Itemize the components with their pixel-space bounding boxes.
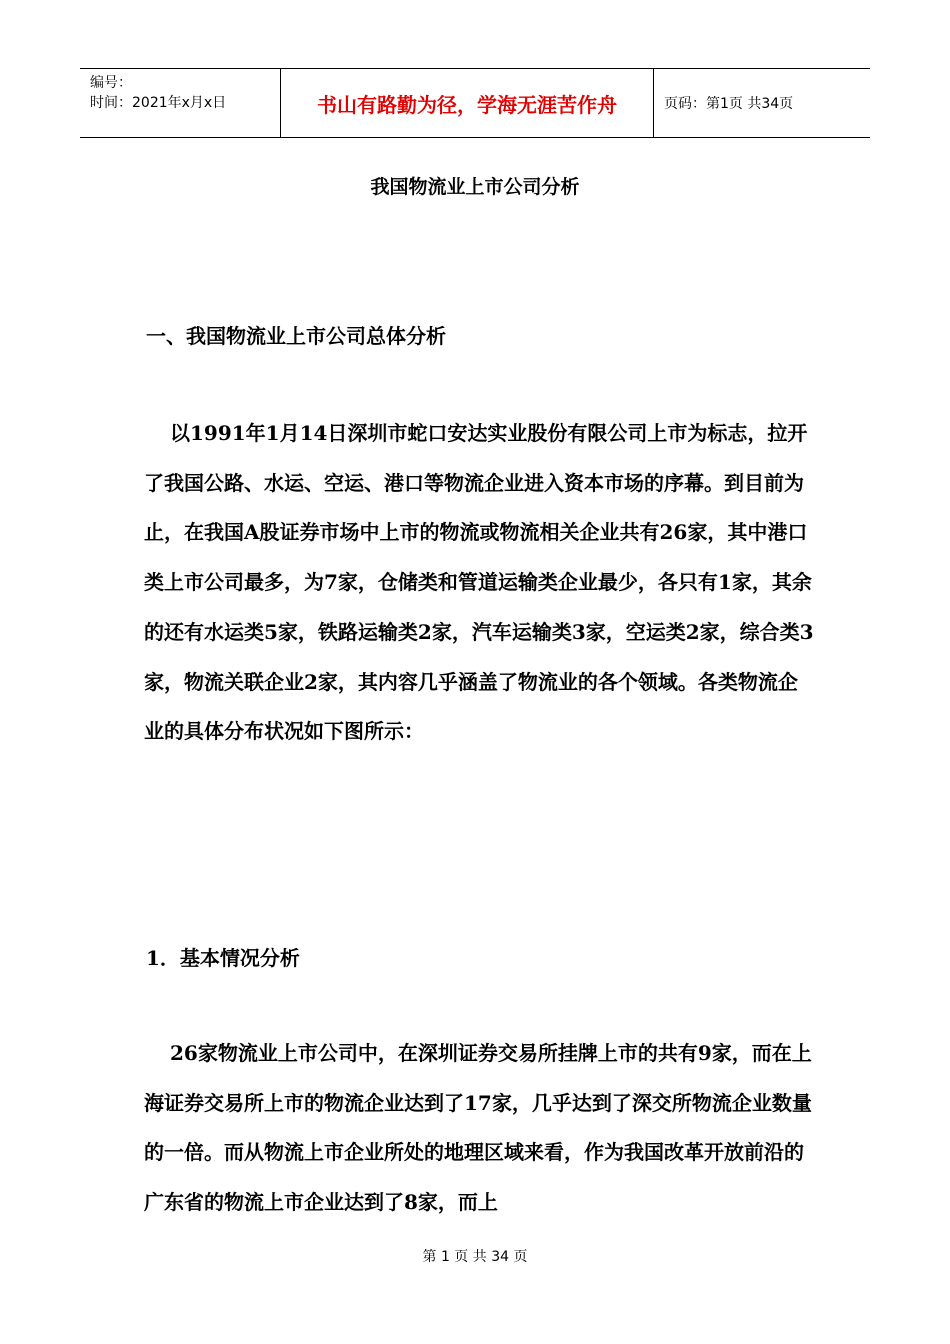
document-number-label: 编号： xyxy=(90,75,132,91)
header-meta-cell xyxy=(80,69,281,137)
header-motto: 书山有路勤为径，学海无涯苦作舟 xyxy=(281,69,654,137)
page-footer: 第 1 页 共 34 页 xyxy=(422,1249,528,1265)
subsection-heading: 1．基本情况分析 xyxy=(146,946,300,970)
header-page-info: 页码：第1页 共34页 xyxy=(664,96,794,112)
body-paragraph: 26家物流业上市公司中，在深圳证券交易所挂牌上市的共有9家，而在上海证券交易所上市的物流企业达到了17家，几乎达到了深交所物流企业数量的一倍。而从物流上市企业所处的地理区域来看，作为我国改革开放前沿的广东省的物流上市企业达到了8家，而上 xyxy=(144,1041,812,1215)
section-heading: 一、我国物流业上市公司总体分析 xyxy=(146,324,446,348)
body-paragraph: 以1991年1月14日深圳市蛇口安达实业股份有限公司上市为标志，拉开了我国公路、水运、空运、港口等物流企业进入资本市场的序幕。到目前为止，在我国A股证券市场中上市的物流或物流相关企业共有26家，其中港口类上市公司最多，为7家，仓储类和管道运输类企业最少，各只有1家，其余的还有水运类5家，铁路运输类2家，汽车运输类3家，空运类2家，综合类3家，物流关联企业2家，其内容几乎涵盖了物流业的各个领域。各类物流企业的具体分布状况如下图所示： xyxy=(144,421,814,744)
document-time-label: 时间：2021年x月x日 xyxy=(90,95,227,111)
document-header xyxy=(80,68,870,138)
document-title: 我国物流业上市公司分析 xyxy=(370,176,580,198)
